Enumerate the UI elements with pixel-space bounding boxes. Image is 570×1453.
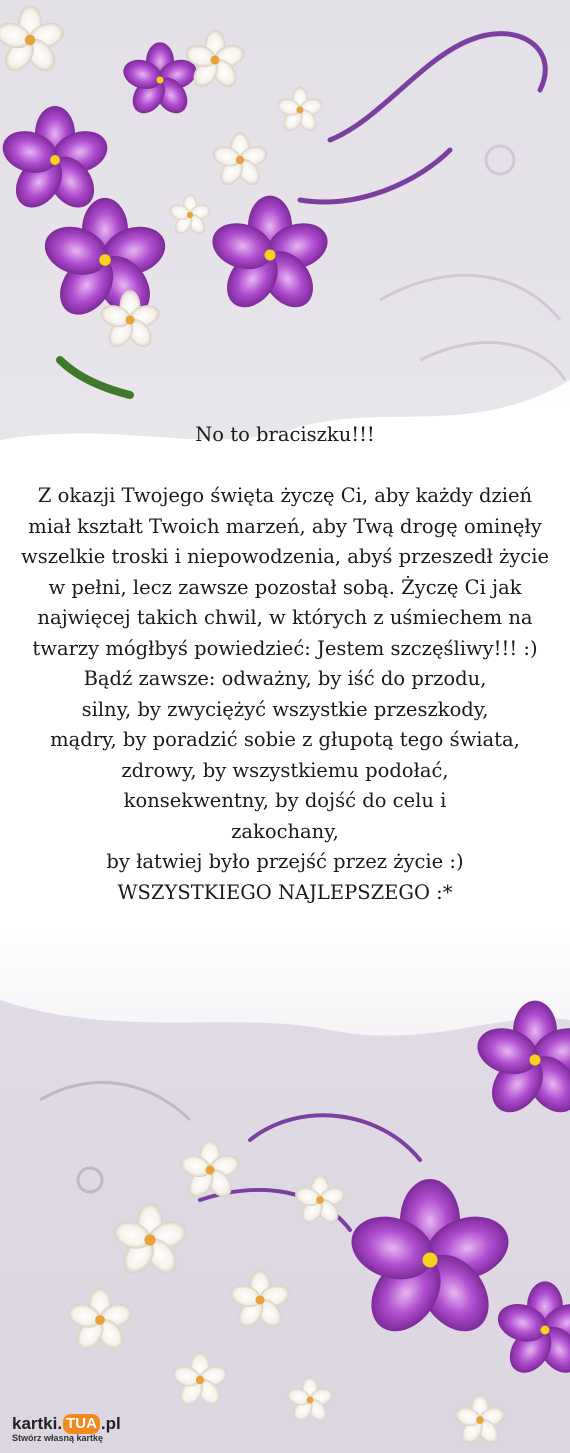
message-line: silny, by zwyciężyć wszystkie przeszkody,	[81, 697, 489, 721]
message-line: mądry, by poradzić sobie z głupotą tego świata,	[50, 728, 520, 751]
closing-line: WSZYSTKIEGO NAJLEPSZEGO :*	[117, 880, 453, 904]
logo-brand: kartki.	[12, 1414, 63, 1433]
message-line: wszelkie troski i niepowodzenia, abyś przeszedł życie	[21, 545, 549, 568]
message-line: konsekwentny, by dojść do celu i	[123, 789, 447, 812]
message-line: by łatwiej było przejść przez życie :)	[106, 850, 464, 873]
message-line: najwięcej takich chwil, w których z uśmiechem na	[37, 606, 533, 629]
logo-tagline: Stwórz własną kartkę	[12, 1433, 104, 1443]
site-logo[interactable]	[12, 1414, 121, 1443]
message-line: Z okazji Twojego święta życzę Ci, aby każdy dzień	[37, 484, 533, 507]
message-line: w pełni, lecz zawsze pozostał sobą. Życzę Ci jak	[48, 575, 522, 599]
message-line: miał kształt Twoich marzeń, aby Twą drogę ominęły	[28, 514, 542, 538]
message-line: zdrowy, by wszystkiemu podołać,	[121, 758, 449, 782]
greeting-headline: No to braciszku!!!	[195, 423, 375, 446]
logo-tld: .pl	[100, 1414, 121, 1433]
line-gap	[20, 451, 550, 482]
message-line: zakochany,	[231, 819, 339, 843]
message-line: twarzy mógłbyś powiedzieć: Jestem szczęśliwy!!! :)	[32, 636, 538, 660]
message-line: Bądź zawsze: odważny, by iść do przodu,	[83, 667, 487, 690]
greeting-message	[20, 420, 550, 908]
logo-badge: TUA	[63, 1414, 100, 1434]
logo-wordmark	[12, 1414, 121, 1434]
